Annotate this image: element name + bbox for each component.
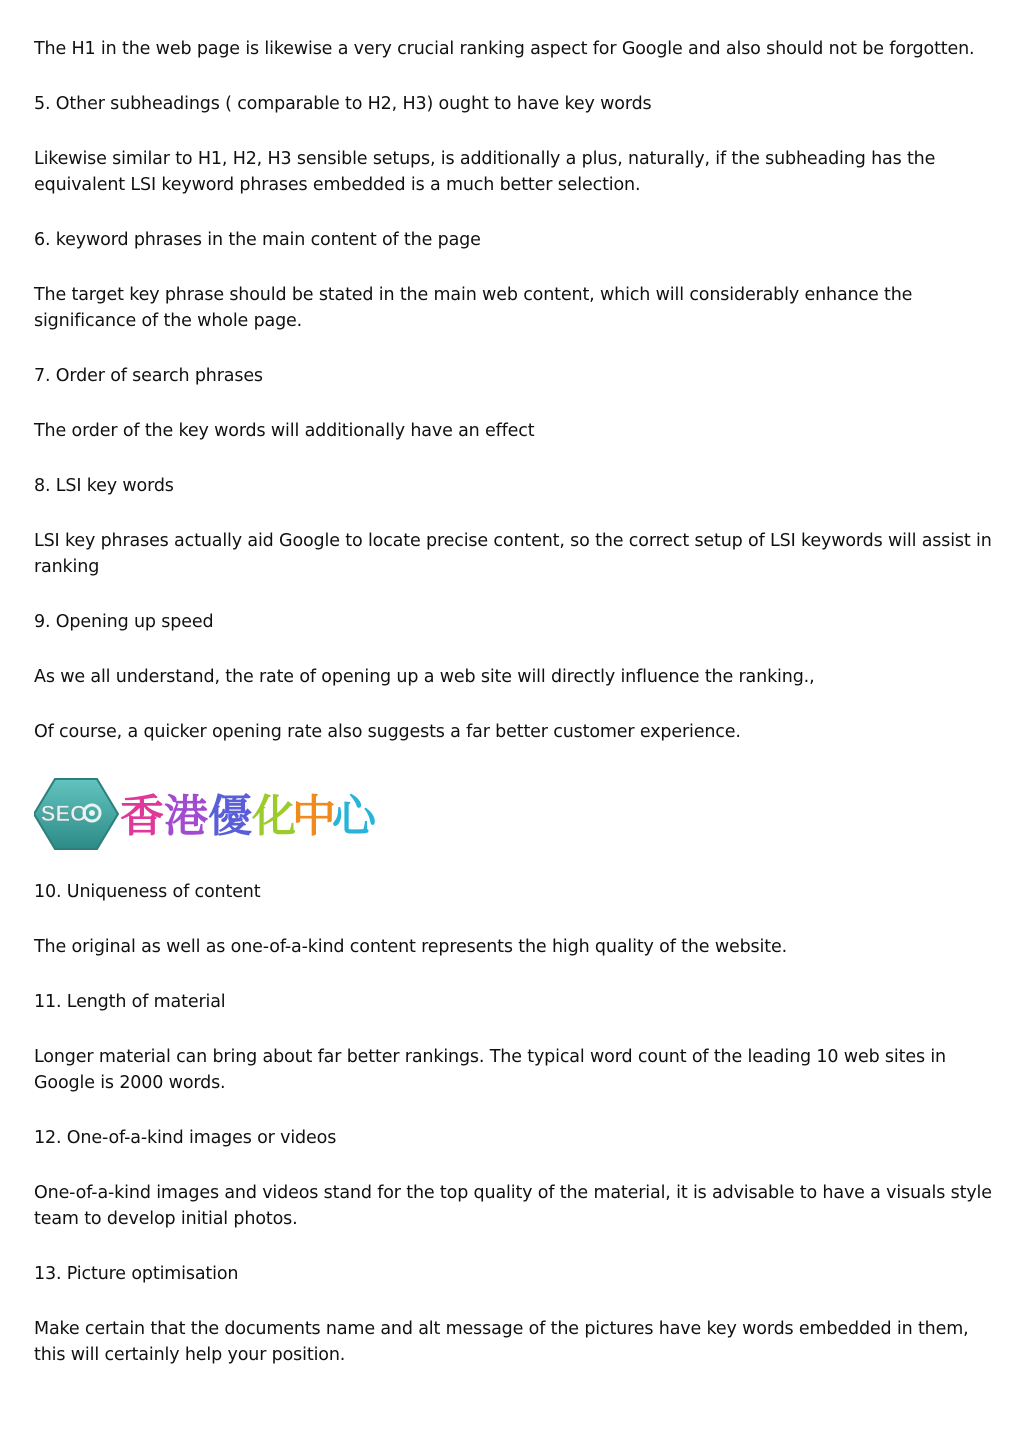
paragraph: One-of-a-kind images and videos stand for the top quality of the material, it is advisable to have a visuals style team to develop initial photos.	[34, 1183, 992, 1229]
logo-char-1: 香	[120, 791, 164, 842]
badge-text: SEO	[40, 801, 88, 826]
paragraph: As we all understand, the rate of opening up a web site will directly influence the ranking.,	[34, 667, 815, 687]
logo-char-5: 中	[292, 791, 336, 842]
paragraph: The order of the key words will additionally have an effect	[34, 421, 535, 441]
section-heading-12: 12. One-of-a-kind images or videos	[34, 1128, 337, 1148]
paragraph: Of course, a quicker opening rate also suggests a far better customer experience.	[34, 722, 741, 742]
logo-char-2: 港	[164, 791, 208, 842]
section-heading-5: 5. Other subheadings ( comparable to H2, H3) ought to have key words	[34, 94, 652, 114]
section-heading-6: 6. keyword phrases in the main content of the page	[34, 230, 481, 250]
logo-char-6: 心	[332, 791, 376, 842]
logo-char-4: 化	[252, 791, 296, 842]
section-heading-11: 11. Length of material	[34, 992, 226, 1012]
document-body	[34, 36, 994, 1368]
section-heading-13: 13. Picture optimisation	[34, 1264, 239, 1284]
paragraph: Longer material can bring about far better rankings. The typical word count of the leading 10 web sites in Google is 2000 words.	[34, 1047, 946, 1093]
logo-char-3: 優	[208, 791, 252, 842]
section-heading-9: 9. Opening up speed	[34, 612, 214, 632]
seo-logo-image	[34, 775, 994, 853]
paragraph: Likewise similar to H1, H2, H3 sensible setups, is additionally a plus, naturally, if the subheading has the equivalent LSI keyword phrases embedded is a much better selection.	[34, 149, 936, 195]
paragraph: Make certain that the documents name and alt message of the pictures have key words embedded in them, this will certainly help your position.	[34, 1319, 969, 1365]
paragraph: The target key phrase should be stated in the main web content, which will considerably enhance the significance of the whole page.	[34, 285, 913, 331]
paragraph: LSI key phrases actually aid Google to locate precise content, so the correct setup of LSI keywords will assist in ranking	[34, 531, 992, 577]
seo-logo	[34, 775, 379, 853]
paragraph: The original as well as one-of-a-kind content represents the high quality of the website.	[34, 937, 787, 957]
section-heading-8: 8. LSI key words	[34, 476, 174, 496]
section-heading-10: 10. Uniqueness of content	[34, 882, 261, 902]
paragraph: The H1 in the web page is likewise a very crucial ranking aspect for Google and also should not be forgotten.	[34, 39, 975, 59]
section-heading-7: 7. Order of search phrases	[34, 366, 263, 386]
